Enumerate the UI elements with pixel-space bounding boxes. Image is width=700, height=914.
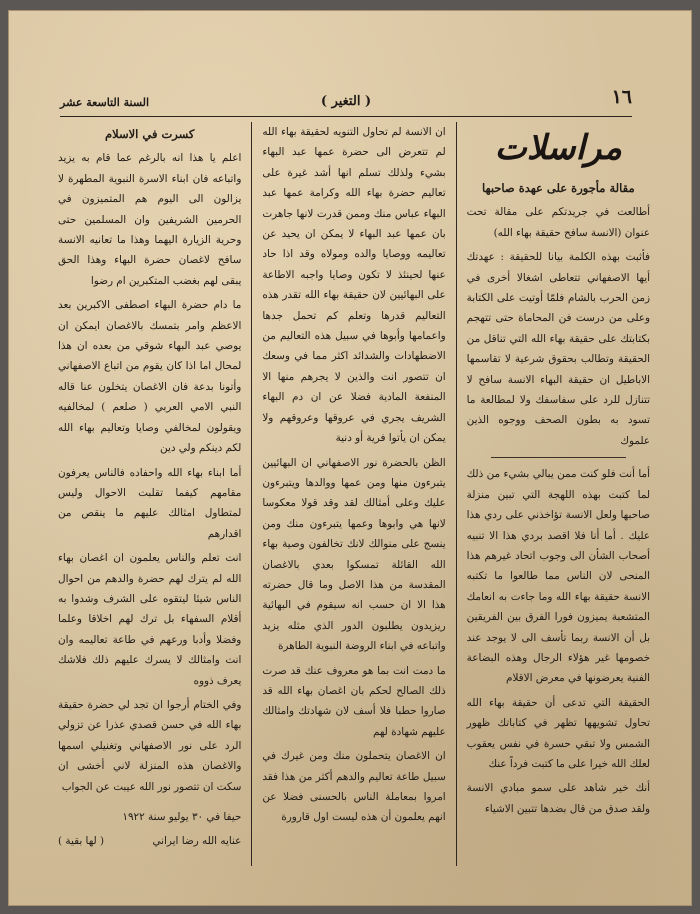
left-column: [48, 122, 252, 866]
paragraph: أما ابناء بهاء الله واحفاده فالناس يعرفون مقامهم كيفما تقلبت الاحوال وليس لمتطاول امثالك عليهم ما ينقص من اقدارهم: [58, 466, 242, 540]
paragraph: اعلم يا هذا انه بالرغم عما قام به يزيد واتباعه فان ابناء الاسرة النبوية المطهرة لا يزالون الى اليوم هم المتميزون في الحرمين الشريفين وان المسلمين حتى وحرية الزيارة اليهما وهذا ما تعانيه الانسة سافح لاغصان حضرة البهاء وهذا الحق يبقى لهم بغضب المتكبرين ام رضوا: [58, 152, 242, 287]
volume-label: السنة التاسعة عشر: [60, 96, 150, 109]
paragraph: الحقيقة التي تدعى أن حقيقة بهاء الله تحاول تشويهها تظهر في كتاباتك ظهور الشمس ولا تبقي حسرة في نفس يعقوب لعلك الله خيرا على ما كتبت فرداً عنك: [466, 696, 650, 770]
page-header: [60, 88, 632, 117]
newspaper-page: [8, 10, 692, 906]
paragraph: ان الانسة لم تحاول التنويه لحقيقة بهاء الله لم تتعرض الى حضرة عمها عبد البهاء بشيء ولذلك تسلم انها أشد غيرة على تعاليم حضرة بهاء الله وكرامة عمها عبد البهاء عباس منك وممن قدرت لانها جاهرت بان عمها عبد البهاء لا يمكن ان يحيد عن تعاليمه ووصايا والده ومولاه وقد اذا حاد عنها لحينئذ لا تكون وصايا واجبه الاطاعة على البهائيين لان حقيقة بهاء الله تقدر هذه التعاليم قدرها وتعلم كم تحمل جدها واعمامها وأبوها في سبيل هذه التعاليم من الاضطهادات والشدائد اكثر مما في وسعك ان تتصور انت والذين لا يجرهم منها الا المنفعة المادية فضلا عن ان دم البهاء الشريف يجري في عروقها وعروقهم ولا يمكن ان يأتوا فرية أو دنية: [262, 126, 446, 445]
paper-title: ( التغير ): [320, 94, 372, 109]
paragraph: ما دام حضرة البهاء اصطفى الاكبرين بعد الاعظم وامر بتمسك بالاغصان ايمكن ان يوصي عبد البهاء شوقي من بعده ان هذا لمحال اما اذا كان يقوم من اتباع الاصفهاني وأتونا بدعة فان الاغصان يتخلون عنا قاله النبي الامي العربي ( صلعم ) لمخالفيه ويقولون لمخالفي وصايا وتعاليم بهاء الله لكم دينكم ولي دين: [58, 299, 242, 455]
section-heading: مراسلات: [494, 128, 622, 168]
column-subheading: كسرت في الاسلام: [104, 127, 195, 141]
paragraph: ان الاغصان يتحملون منك ومن غيرك في سبيل طاعة تعاليم والدهم أكثر من هذا فقد امروا بمعاملة الناس بالحسنى فضلا عن انهم يعلمون أن هذه ليست اول قارورة: [262, 750, 446, 824]
paragraph: فأثبت بهذه الكلمة بيانا للحقيقة : عهدتك أيها الاصفهاني تتعاطى اشغالا أخرى في زمن الحرب بالشام فلمّا أوتيت على الكتابة وعلى من درست فن المحاماة حتى تتهجم بكتابتك على حقيقة بهاء الله التي تناقل من الحقيقة وتطالب بحقوق شرعية لا تقاسمها الاباطيل ان حقيقة البهاء الانسة سافح لا تتنازل للرد على سفاسفك ولا لمطالعة ما تسود به بطون الصحف ووجوه الذين علموك: [466, 251, 650, 447]
article-columns: [48, 122, 660, 866]
right-column: [457, 122, 660, 866]
paragraph: انت تعلم والناس يعلمون ان اغصان بهاء الله لم يترك لهم حضرة والدهم من احوال الناس شيئا ليتقوه على الشرف وشدوا به أقلام السفهاء بل ترك لهم اخلاقا وعلما وفضلا وأدبا ورعهم في طاعة تعاليمه وان انت وامثالك لا يسرك عليهم ذلك فلاشك يعرف ذووه: [58, 552, 242, 687]
paragraph: أنك خير شاهد على سمو مبادي الانسة ولقد صدق من قال بضدها تتبين الاشياء: [466, 782, 650, 815]
page-number: ١٦: [611, 86, 632, 108]
paragraph: أطالعت في جريدتكم على مقالة تحت عنوان (الانسة سافح حقيقة بهاء الله): [466, 206, 650, 239]
continued-tag: ( لها بقية ): [58, 835, 105, 848]
divider: [491, 457, 626, 458]
date-line: حيفا في ٣٠ يوليو سنة ١٩٢٢: [122, 811, 242, 823]
signature: عنايه الله رضا ايراني: [152, 835, 242, 848]
column-subheading: مقالة مأجورة على عهدة صاحبها: [482, 181, 635, 195]
paragraph: وفي الختام أرجوا ان تجد لي حضرة حقيقة بهاء الله في حسن قصدي عذرا عن تزولي الرد على نور الاصفهاني وتغنيلي اسمها والاغصان هذه المنزلة لاني أخشى ان سكت ان تتصور نور الله عيبت عن الجواب: [58, 698, 242, 793]
middle-column: [252, 122, 456, 866]
paragraph: ما دمت انت بما هو معروف عنك قد صرت ذلك الصالح لحكم بان اغصان بهاء الله قد صاروا حطبا فلا أسف لان شهادتك وامثالك عليهم شهادة لهم: [262, 664, 446, 738]
paragraph: أما أنت فلو كنت ممن يبالي بشيء من ذلك لما كتبت بهذه اللهجة التي تبين منزلة صاحبها ولعل الانسة تؤاخذني على ردي هذا عليك . أما أنا فلا اقصد بردي هذا الا تنبيه أصحاب الشأن الى وجوب اتحاد غيرهم هذا المنحى لان الناس مما طالعوا ما تكتبه الانسة حقيقة بهاء الله وما جاءت به انعامك المتشعبة يميزون فورا الفرق بين الفريقين بل أن الانسة ربما تأسف الى لا يوجد عند خصومها غير هؤلاء الرجال وهذه البضاعة الفنية يعرضونها في معرض الاقلام: [466, 468, 650, 685]
paragraph: الظن بالحضرة نور الاصفهاني ان البهائيين يتبرءون منها ومن عمها ووالدها ويتبرءون عليك وعلى أمثالك لقد وقد قولا معكوسا لانها هي وابوها وعمها يتبرءون منك ومن ينسج على منوالك لانك تخالفون وصية بهاء الله القائلة تمسكوا بعدي بالاغصان المقدسة من هذا الاصل وما قال حضرته هذا الا ان حسب انه سيقوم في البهائية ريزيدون يطلبون الدور الذي مثله يزيد واتباعه في ابناء الروضة النبوية الطاهرة: [262, 456, 446, 653]
signoff: [58, 831, 241, 851]
